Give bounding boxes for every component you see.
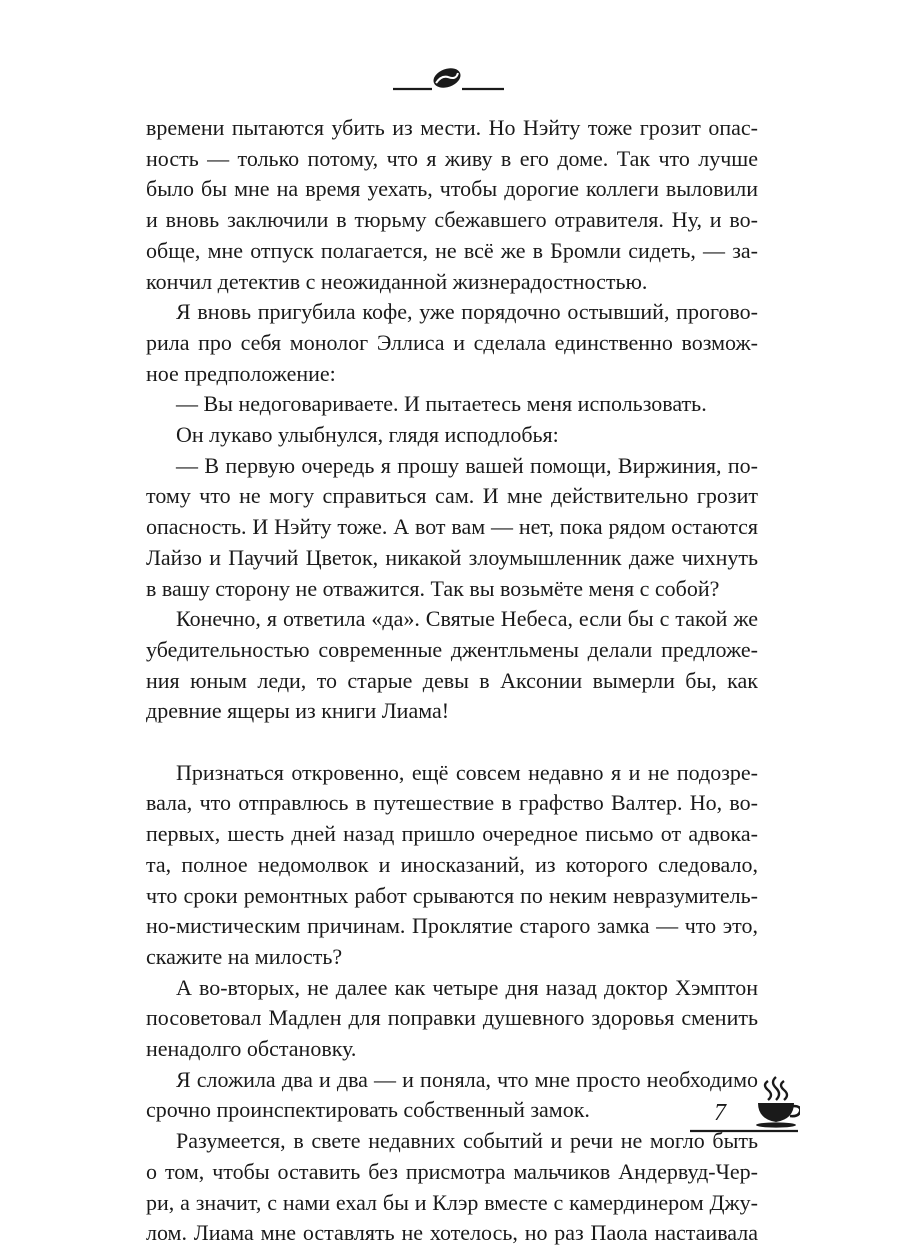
text-line: Лайзо и Паучий Цветок, никакой злоумышленник даже чихнуть <box>146 544 758 570</box>
header-ornament <box>0 62 900 92</box>
paragraph <box>146 1126 758 1249</box>
paragraph <box>146 973 758 1065</box>
text-line: ненадолго обстановку. <box>146 1036 357 1062</box>
section-break <box>146 727 758 758</box>
text-line: было бы мне на время уехать, чтобы дорогие коллеги выловили <box>146 176 758 202</box>
text-line: что сроки ремонтных работ срываются по неким невразумитель- <box>146 882 758 908</box>
text-line: скажите на милость? <box>146 943 343 969</box>
text-line: — Вы недоговариваете. И пытаетесь меня использовать. <box>176 391 707 417</box>
text-line: ния юным леди, то старые девы в Аксонии вымерли бы, как <box>146 667 758 693</box>
text-line: тому что не могу справиться сам. И мне действительно грозит <box>146 483 758 509</box>
text-line: вала, что отправлюсь в путешествие в графство Валтер. Но, во- <box>146 790 758 816</box>
text-line: Я сложила два и два — и поняла, что мне просто необходимо <box>176 1066 758 1092</box>
body-text <box>146 113 758 1249</box>
text-line: о том, чтобы оставить без присмотра мальчиков Андервуд-Чер- <box>146 1158 758 1184</box>
text-line: та, полное недомолвок и иносказаний, из которого следовало, <box>146 851 758 877</box>
paragraph <box>146 420 758 451</box>
text-line: — В первую очередь я прошу вашей помощи, Виржиния, по- <box>176 452 758 478</box>
text-line: срочно проинспектировать собственный замок. <box>146 1097 590 1123</box>
paragraph <box>146 1065 758 1126</box>
paragraph <box>146 451 758 605</box>
text-line: древние ящеры из книги Лиама! <box>146 698 450 724</box>
coffee-bean-icon <box>431 65 463 91</box>
text-line: обще, мне отпуск полагается, не всё же в Бромли сидеть, — за- <box>146 237 758 263</box>
text-line: А во-вторых, не далее как четыре дня назад доктор Хэмптон <box>176 974 758 1000</box>
paragraph <box>146 113 758 297</box>
coffee-cup-icon <box>756 1077 800 1128</box>
text-line: ность — только потому, что я живу в его доме. Так что лучше <box>146 145 758 171</box>
text-line: Признаться откровенно, ещё совсем недавно я и не подозре- <box>176 759 758 785</box>
text-line: ное предположение: <box>146 360 336 386</box>
text-line: посоветовал Мадлен для поправки душевного здоровья сменить <box>146 1005 758 1031</box>
paragraph <box>146 758 758 973</box>
paragraph <box>146 604 758 727</box>
paragraph <box>146 389 758 420</box>
text-line: и вновь заключили в тюрьму сбежавшего отравителя. Ну, и во- <box>146 207 758 233</box>
text-line: ри, а значит, с нами ехал бы и Клэр вместе с камердинером Джу- <box>146 1189 758 1215</box>
text-line: Разумеется, в свете недавних событий и речи не могло быть <box>176 1128 758 1154</box>
text-line: Он лукаво улыбнулся, глядя исподлобья: <box>176 422 559 448</box>
text-line: опасность. И Нэйту тоже. А вот вам — нет, пока рядом остаются <box>146 514 758 540</box>
text-line: Конечно, я ответила «да». Святые Небеса, если бы с такой же <box>176 606 758 632</box>
text-line: убедительностью современные джентльмены делали предложе- <box>146 636 758 662</box>
text-line: первых, шесть дней назад пришло очередное письмо от адвока- <box>146 821 758 847</box>
text-line: в вашу сторону не отважится. Так вы возьмёте меня с собой? <box>146 575 720 601</box>
paragraph <box>146 297 758 389</box>
text-line: лом. Лиама мне оставлять не хотелось, но раз Паола настаивала <box>146 1220 758 1246</box>
text-line: времени пытаются убить из мести. Но Нэйту тоже грозит опас- <box>146 115 758 140</box>
text-line: но-мистическим причинам. Проклятие старого замка — что это, <box>146 913 758 939</box>
text-line: кончил детектив с неожиданной жизнерадостностью. <box>146 268 648 294</box>
text-line: Я вновь пригубила кофе, уже порядочно остывший, прогово- <box>176 299 758 325</box>
text-line: рила про себя монолог Эллиса и сделала единственно возмож- <box>146 329 758 355</box>
page-number: 7 <box>714 1100 726 1126</box>
